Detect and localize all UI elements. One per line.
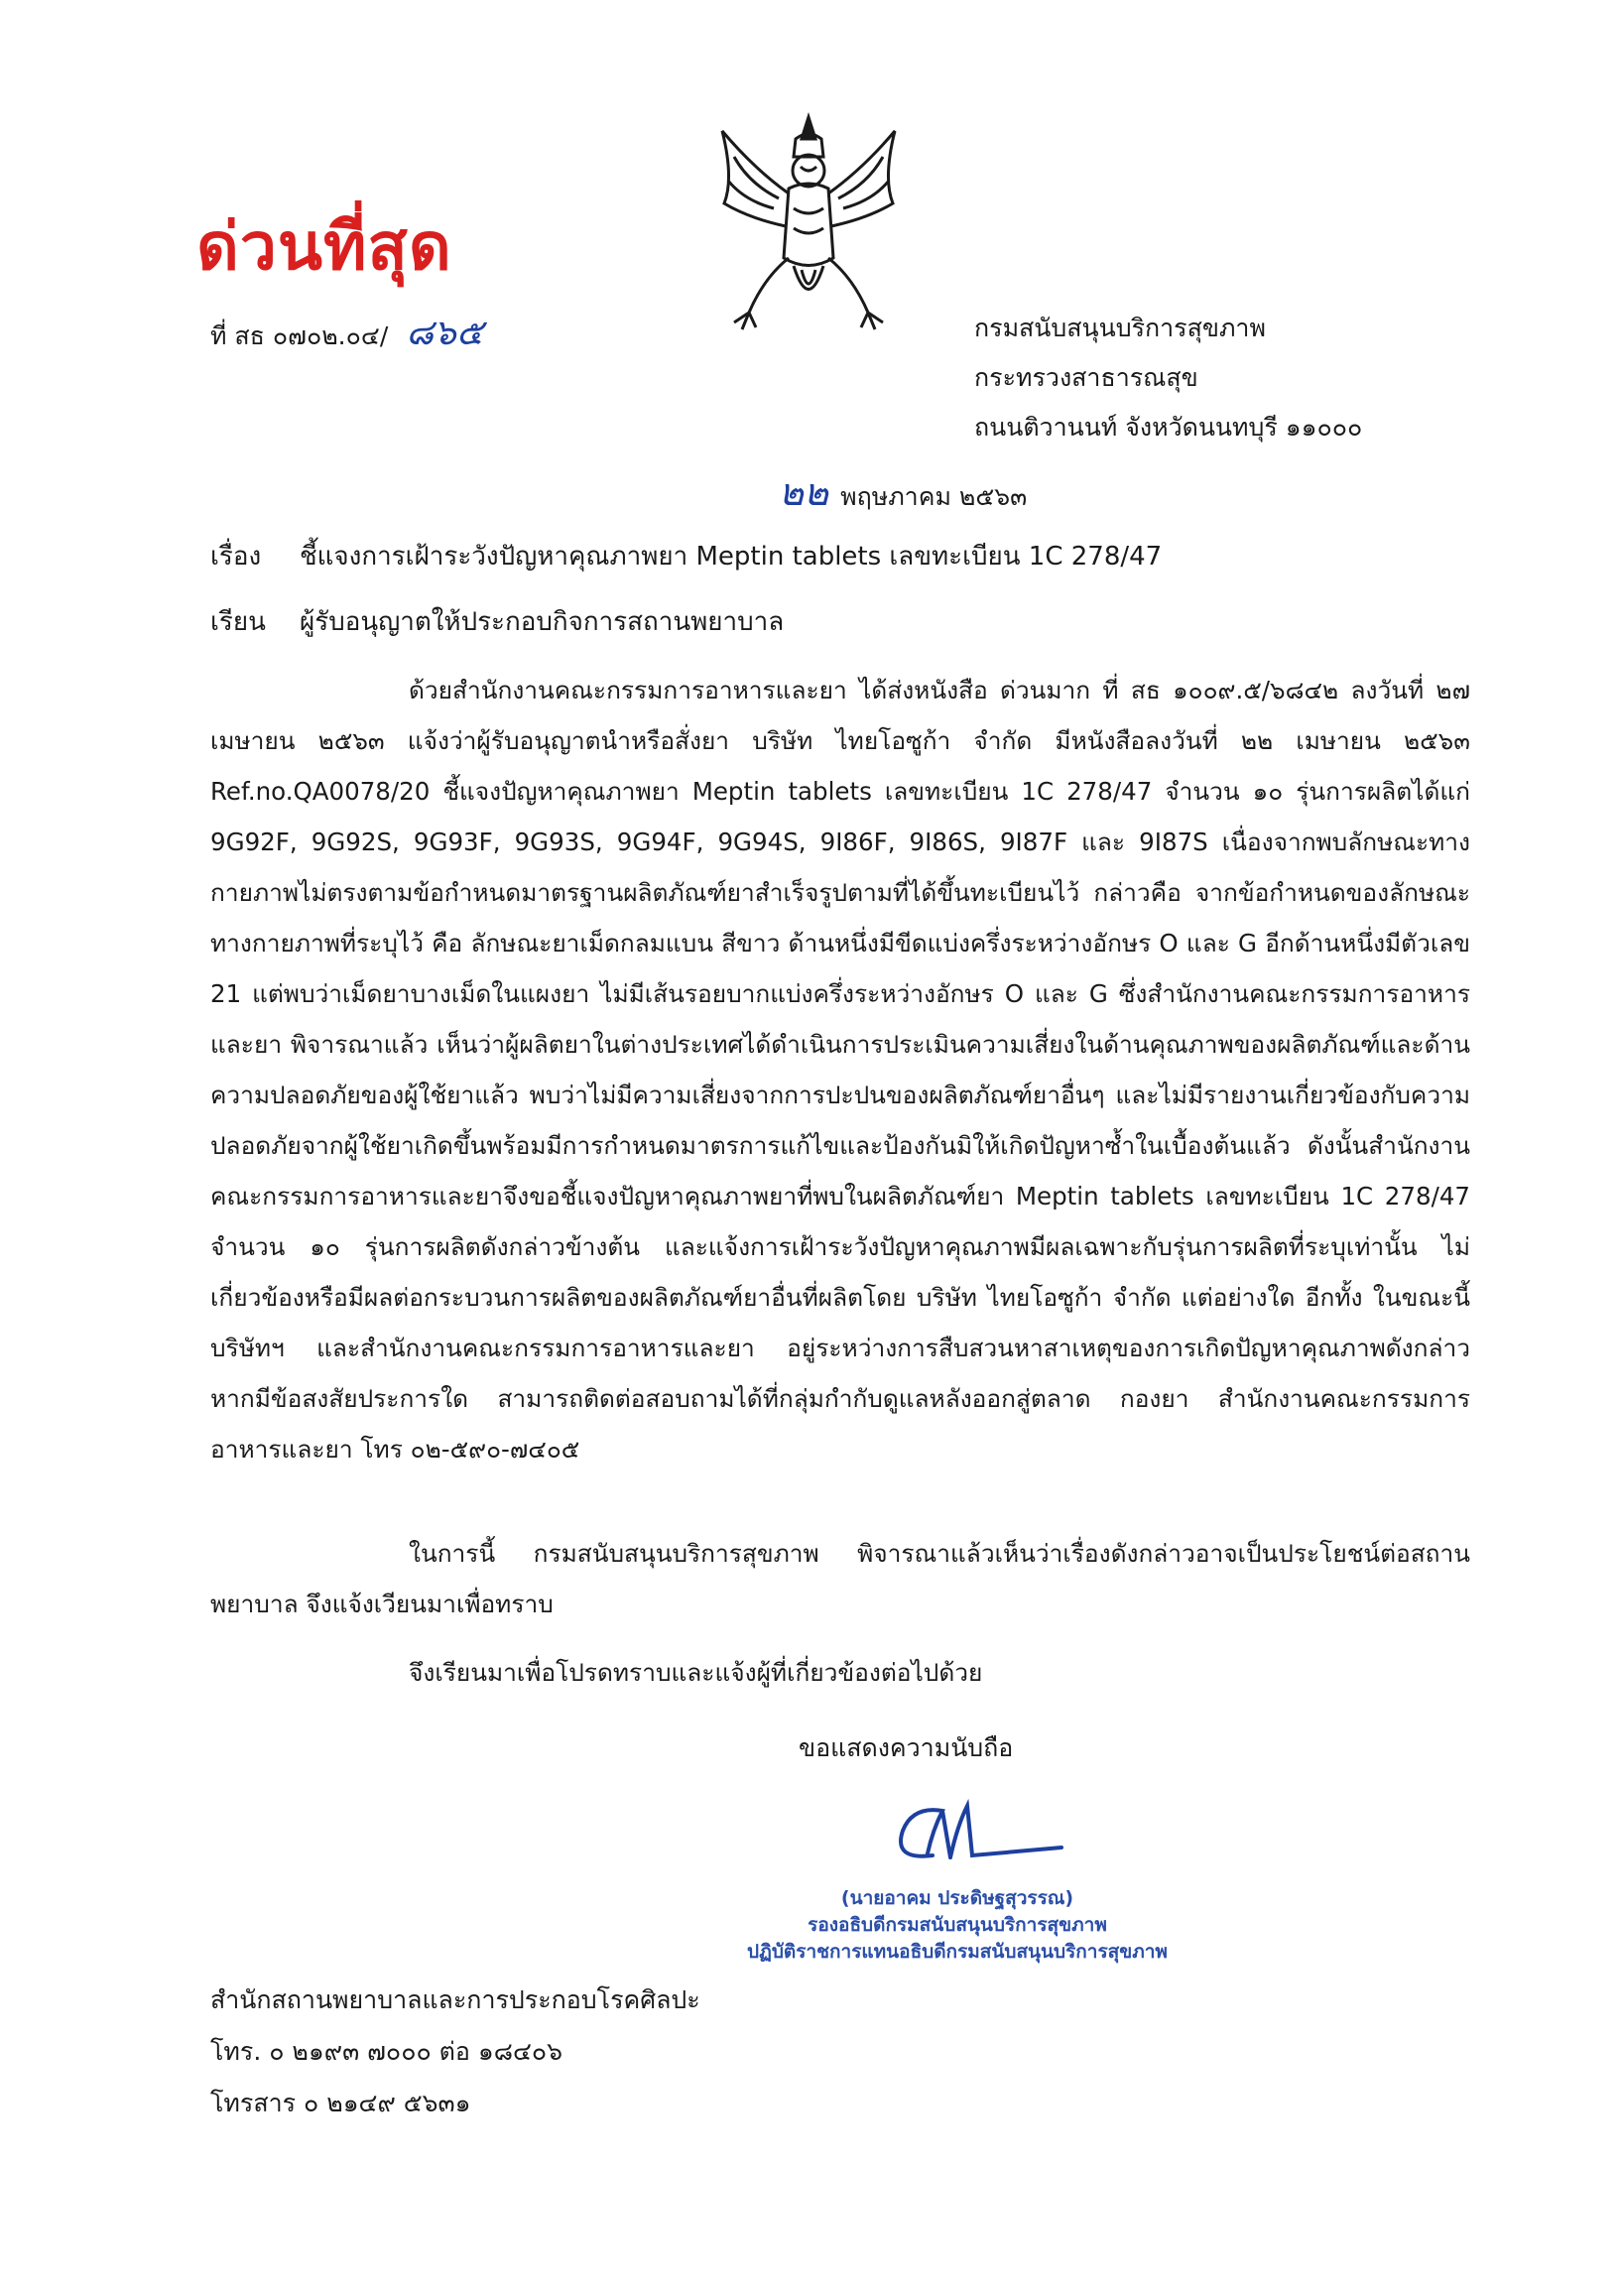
- body-paragraph-3: จึงเรียนมาเพื่อโปรดทราบและแจ้งผู้ที่เกี่ยวข้องต่อไปด้วย: [409, 1658, 983, 1687]
- agency-department: กรมสนับสนุนบริการสุขภาพ: [974, 314, 1266, 342]
- handwritten-signature-icon: [873, 1786, 1071, 1875]
- recipient-label: เรียน: [210, 607, 266, 637]
- document-date: [779, 461, 1027, 522]
- signer-acting-title: ปฏิบัติราชการแทนอธิบดีกรมสนับสนุนบริการสุขภาพ: [747, 1941, 1168, 1963]
- signer-block: [724, 1885, 1190, 1966]
- recipient-text: ผู้รับอนุญาตให้ประกอบกิจการสถานพยาบาล: [300, 607, 785, 637]
- recipient-line: [210, 601, 784, 642]
- body-paragraph-1: ด้วยสำนักงานคณะกรรมการอาหารและยา ได้ส่งหนังสือ ด่วนมาก ที่ สธ ๑๐๐๙.๕/๖๘๔๒ ลงวันที่ ๒๗ เมษายน ๒๕๖๓ แจ้งว่าผู้รับอนุญาตนำหรือสั่งยา บริษัท ไทยโอซูก้า จำกัด มีหนังสือลงวันที่ ๒๒ เมษายน ๒๕๖๓ Ref.no.QA0078/20 ชี้แจงปัญหาคุณภาพยา Meptin tablets เลขทะเบียน 1C 278/47 จำนวน ๑๐ รุ่นการผลิตได้แก่ 9G92F, 9G92S, 9G93F, 9G93S, 9G94F, 9G94S, 9I86F, 9I86S, 9I87F และ 9I87S เนื่องจากพบลักษณะทางกายภาพไม่ตรงตามข้อกำหนดมาตรฐานผลิตภัณฑ์ยาสำเร็จรูปตามที่ได้ขึ้นทะเบียนไว้ กล่าวคือ จากข้อกำหนดของลักษณะทางกายภาพที่ระบุไว้ คือ ลักษณะยาเม็ดกลมแบน สีขาว ด้านหนึ่งมีขีดแบ่งครึ่งระหว่างอักษร O และ G อีกด้านหนึ่งมีตัวเลข 21 แต่พบว่าเม็ดยาบางเม็ดในแผงยา ไม่มีเส้นรอยบากแบ่งครึ่งระหว่างอักษร O และ G ซึ่งสำนักงานคณะกรรมการอาหารและยา พิจารณาแล้ว เห็นว่าผู้ผลิตยาในต่างประเทศได้ดำเนินการประเมินความเสี่ยงในด้านคุณภาพของผลิตภัณฑ์และด้านความปลอดภัยของผู้ใช้ยาแล้ว พบว่าไม่มีความเสี่ยงจากการปะปนของผลิตภัณฑ์ยาอื่นๆ และไม่มีรายงานเกี่ยวข้องกับความปลอดภัยจากผู้ใช้ยาเกิดขึ้นพร้อมมีการกำหนดมาตรการแก้ไขและป้องกันมิให้เกิดปัญหาซ้ำในเบื้องต้นแล้ว ดังนั้นสำนักงานคณะกรรมการอาหารและยาจึงขอชี้แจงปัญหาคุณภาพยาที่พบในผลิตภัณฑ์ยา Meptin tablets เลขทะเบียน 1C 278/47 จำนวน ๑๐ รุ่นการผลิตดังกล่าวข้างต้น และแจ้งการเฝ้าระวังปัญหาคุณภาพมีผลเฉพาะกับรุ่นการผลิตที่ระบุเท่านั้น ไม่เกี่ยวข้องหรือมีผลต่อกระบวนการผลิตของผลิตภัณฑ์ยาอื่นที่ผลิตโดย บริษัท ไทยโอซูก้า จำกัด แต่อย่างใด อีกทั้ง ในขณะนี้บริษัทฯ และสำนักงานคณะกรรมการอาหารและยา อยู่ระหว่างการสืบสวนหาสาเหตุของการเกิดปัญหาคุณภาพดังกล่าว หากมีข้อสงสัยประการใด สามารถติดต่อสอบถามได้ที่กลุ่มกำกับดูแลหลังออกสู่ตลาด กองยา สำนักงานคณะกรรมการอาหารและยา โทร ๐๒-๕๙๐-๗๔๐๕: [210, 676, 1470, 1464]
- footer-office: สำนักสถานพยาบาลและการประกอบโรคศิลปะ: [210, 1985, 700, 2014]
- agency-address: [974, 304, 1362, 452]
- subject-text: ชี้แจงการเฝ้าระวังปัญหาคุณภาพยา Meptin tablets เลขทะเบียน 1C 278/47: [300, 542, 1163, 572]
- agency-street-address: ถนนติวานนท์ จังหวัดนนทบุรี ๑๑๐๐๐: [974, 413, 1363, 442]
- signer-title: รองอธิบดีกรมสนับสนุนบริการสุขภาพ: [808, 1914, 1107, 1936]
- garuda-emblem-icon: [694, 109, 923, 337]
- subject-label: เรื่อง: [210, 542, 262, 572]
- subject-line: [210, 536, 1162, 576]
- reference-number: [210, 304, 483, 360]
- date-day-handwritten: ๒๒: [779, 470, 829, 514]
- body-paragraph-2: ในการนี้ กรมสนับสนุนบริการสุขภาพ พิจารณาแล้วเห็นว่าเรื่องดังกล่าวอาจเป็นประโยชน์ต่อสถานพยาบาล จึงแจ้งเวียนมาเพื่อทราบ: [210, 1539, 1470, 1618]
- reference-label: ที่ สธ ๐๗๐๒.๐๔/: [210, 321, 389, 350]
- footer-fax: โทรสาร ๐ ๒๑๔๙ ๕๖๓๑: [210, 2089, 471, 2117]
- reference-handwritten-number: ๘๖๕: [406, 313, 484, 353]
- signer-name: (นายอาคม ประดิษฐสุวรรณ): [840, 1887, 1074, 1909]
- agency-ministry: กระทรวงสาธารณสุข: [974, 363, 1198, 392]
- footer-contact: [210, 1975, 700, 2129]
- urgency-stamp: ด่วนที่สุด: [196, 207, 452, 285]
- footer-phone: โทร. ๐ ๒๑๙๓ ๗๐๐๐ ต่อ ๑๘๔๐๖: [210, 2037, 563, 2066]
- date-month-year: พฤษภาคม ๒๕๖๓: [840, 482, 1028, 511]
- closing-salutation: ขอแสดงความนับถือ: [799, 1733, 1014, 1762]
